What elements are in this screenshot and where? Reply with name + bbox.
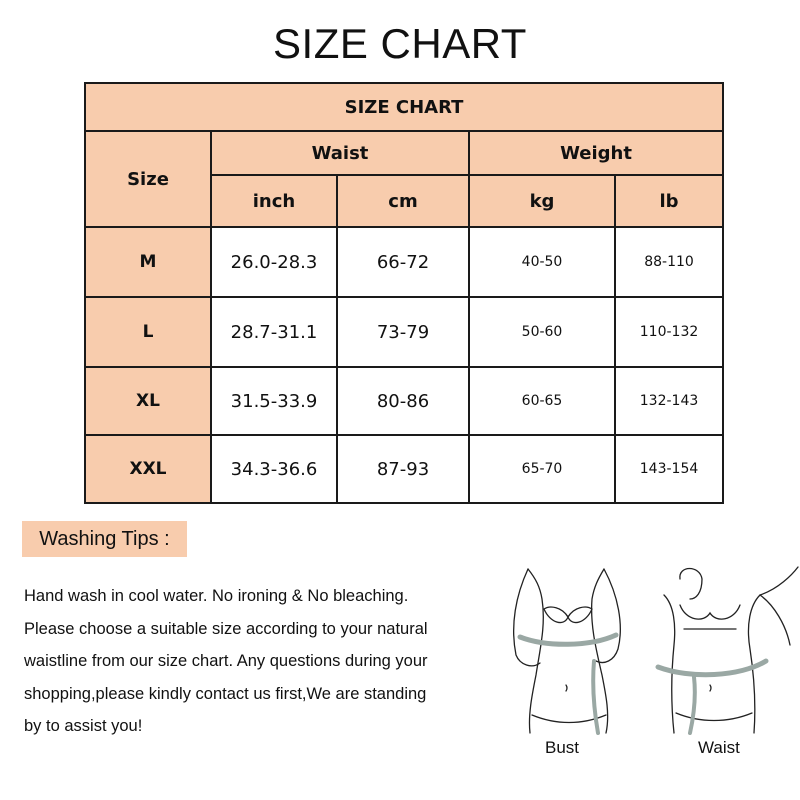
tips-line: Please choose a suitable size according to your natural xyxy=(24,619,428,638)
bust-measure-illustration xyxy=(506,565,630,735)
arm-right xyxy=(596,569,620,663)
weight-lb-cell: 88-110 xyxy=(615,227,723,297)
tape-measure xyxy=(520,635,616,644)
weight-lb-cell: 132-143 xyxy=(615,367,723,435)
tape-measure xyxy=(658,661,766,675)
waist-cm-cell: 87-93 xyxy=(337,435,469,503)
table-row xyxy=(85,297,723,367)
tape-measure-tail xyxy=(593,661,598,733)
waist-inch-cell: 31.5-33.9 xyxy=(211,367,337,435)
weight-kg-cell: 40-50 xyxy=(469,227,615,297)
waist-group-header: Waist xyxy=(211,131,469,175)
waist-cm-cell: 73-79 xyxy=(337,297,469,367)
tips-line: Hand wash in cool water. No ironing & No bleaching. xyxy=(24,587,409,605)
navel xyxy=(710,685,711,691)
unit-header-inch: inch xyxy=(211,175,337,227)
size-cell: M xyxy=(85,227,211,297)
weight-group-header: Weight xyxy=(469,131,723,175)
weight-lb-cell: 110-132 xyxy=(615,297,723,367)
arm-left xyxy=(514,569,540,666)
waist-inch-cell: 26.0-28.3 xyxy=(211,227,337,297)
waist-cm-cell: 66-72 xyxy=(337,227,469,297)
unit-header-cm: cm xyxy=(337,175,469,227)
table-row xyxy=(85,367,723,435)
table-row xyxy=(85,435,723,503)
page-title: SIZE CHART xyxy=(273,20,527,67)
size-chart-table xyxy=(84,82,724,504)
navel xyxy=(566,685,567,691)
waist-caption: Waist xyxy=(698,738,740,757)
table-title: SIZE CHART xyxy=(85,83,723,131)
washing-tips-label: Washing Tips : xyxy=(22,521,187,557)
waist-inch-cell: 34.3-36.6 xyxy=(211,435,337,503)
tips-line: by to assist you! xyxy=(24,717,143,735)
bra-outline xyxy=(680,605,740,629)
tips-line: shopping,please kindly contact us first,We are standing xyxy=(24,684,427,703)
weight-kg-cell: 50-60 xyxy=(469,297,615,367)
unit-header-kg: kg xyxy=(469,175,615,227)
tape-measure-tail xyxy=(690,677,695,733)
head-outline xyxy=(680,569,702,600)
weight-kg-cell: 60-65 xyxy=(469,367,615,435)
size-cell: XXL xyxy=(85,435,211,503)
bust-caption: Bust xyxy=(545,738,580,757)
table-row xyxy=(85,227,723,297)
tips-line: waistline from our size chart. Any questions during your xyxy=(24,652,428,670)
unit-header-lb: lb xyxy=(615,175,723,227)
arm-right xyxy=(760,567,798,645)
waist-cm-cell: 80-86 xyxy=(337,367,469,435)
size-column-header: Size xyxy=(85,131,211,227)
waist-inch-cell: 28.7-31.1 xyxy=(211,297,337,367)
waist-measure-illustration xyxy=(650,565,800,735)
washing-tips-text xyxy=(24,580,494,743)
weight-kg-cell: 65-70 xyxy=(469,435,615,503)
briefs xyxy=(676,713,752,721)
size-cell: XL xyxy=(85,367,211,435)
weight-lb-cell: 143-154 xyxy=(615,435,723,503)
bra-outline xyxy=(544,607,592,622)
size-cell: L xyxy=(85,297,211,367)
